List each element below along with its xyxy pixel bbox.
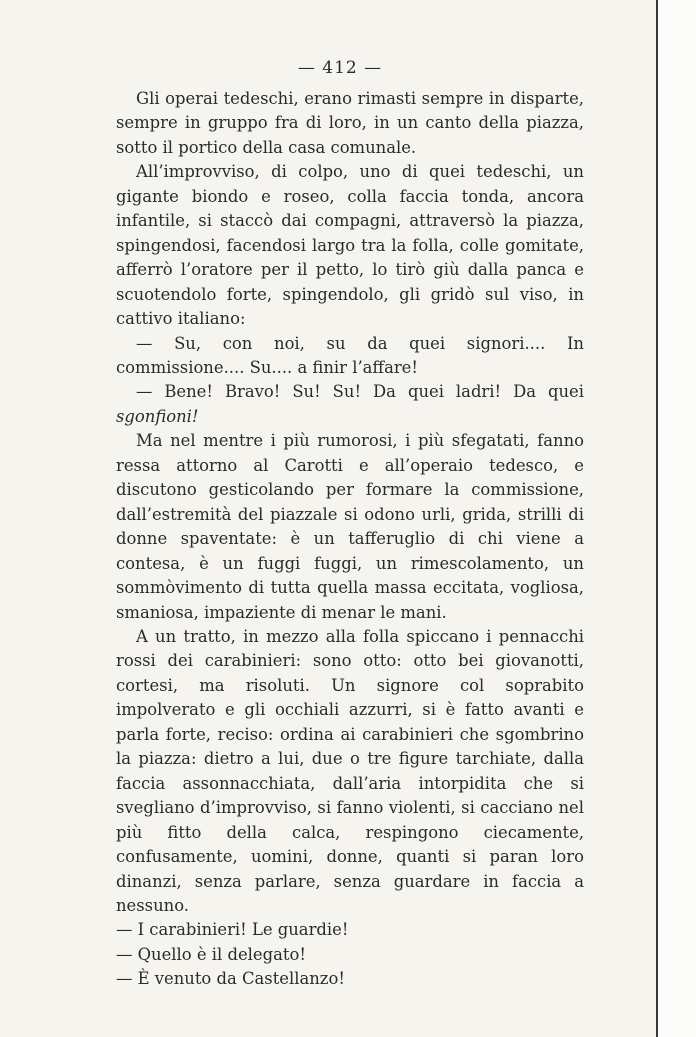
dialogue-line: — Bene! Bravo! Su! Su! Da quei ladri! Da quei [136, 382, 584, 402]
page-number: — 412 — [297, 58, 383, 78]
dialogue-line: — È venuto da Castellanzo! [116, 969, 345, 989]
body-text [116, 87, 584, 992]
dialogue-line-italic: sgonfioni! [116, 406, 199, 426]
paragraph: All’improvviso, di colpo, uno di quei tedeschi, un gigante biondo e roseo, colla faccia tonda, ancora infantile, si staccò dai compagni, attraversò la piazza, spingendosi, facendosi largo tra la folla, colle gomitate, afferrò l’oratore per il petto, lo tirò giù dalla panca e scuotendolo forte, spingendolo, gli gridò sul viso, in cattivo italiano: [116, 162, 584, 329]
dialogue-line: — I carabinieri! Le guardie! [116, 920, 349, 940]
paragraph: Ma nel mentre i più rumorosi, i più sfegatati, fanno ressa attorno al Carotti e all’operaio tedesco, e discutono gesticolando per formare la commissione, dall’estremità del piazzale si odono urli, grida, strilli di donne spaventate: è un tafferuglio di chi viene a contesa, è un fuggi fuggi, un rimescolamento, un sommòvimento di tutta quella massa eccitata, vogliosa, smaniosa, impaziente di menar le mani. [116, 431, 584, 622]
paragraph: A un tratto, in mezzo alla folla spiccano i pennacchi rossi dei carabinieri: sono otto: otto bei giovanotti, cortesi, ma risoluti. Un signore col soprabito impolverato e gli occhiali azzurri, si è fatto avanti e parla forte, reciso: ordina ai carabinieri che sgombrino la piazza: dietro a lui, due o tre figure tarchiate, dalla faccia assonnacchiata, dall’aria intorpidita che si svegliano d’improvviso, si fanno violenti, si cacciano nel più fitto della calca, respingono ciecamente, confusamente, uomini, donne, quanti si paran loro dinanzi, senza parlare, senza guardare in faccia a nessuno. [116, 626, 584, 915]
dialogue-line: — Su, con noi, su da quei signori.... In commissione.... Su.... a finir l’affare! [116, 333, 584, 377]
dialogue-line: — Quello è il delegato! [116, 944, 306, 964]
page-edge-line [656, 0, 658, 1037]
page-margin-shadow [658, 0, 696, 1037]
paragraph: Gli operai tedeschi, erano rimasti sempre in disparte, sempre in gruppo fra di loro, in un canto della piazza, sotto il portico della casa comunale. [116, 89, 584, 157]
